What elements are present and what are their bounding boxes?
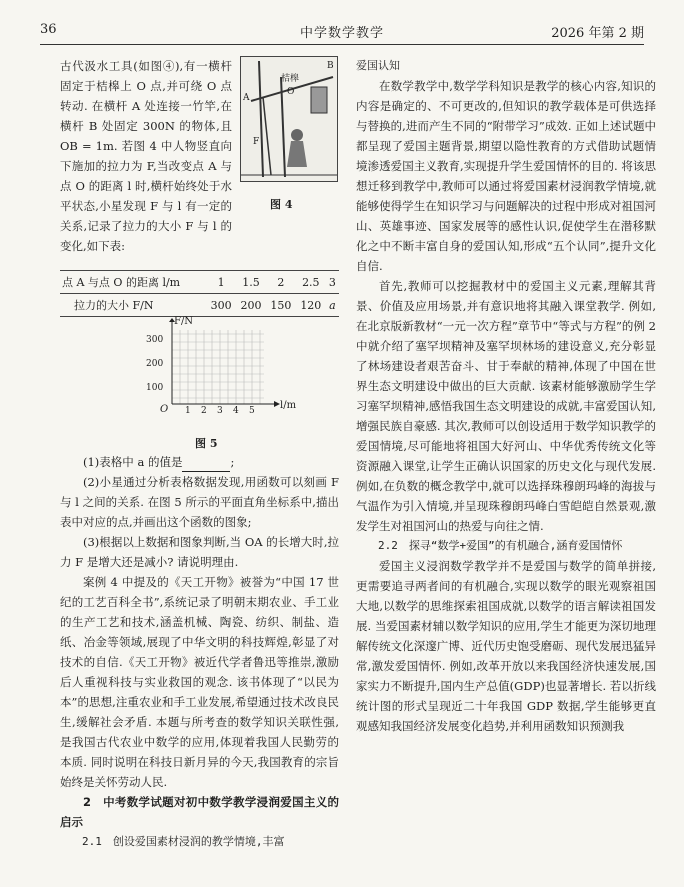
origin-label: O [160,404,169,415]
table-cell: 点 A 与点 O 的距离 l/m [60,271,206,294]
question-3: (3)根据以上数据和图象判断,当 OA 的长增大时,拉力 F 是增大还是减小? 请说明理由. [60,535,339,569]
y-tick-100: 100 [146,383,164,393]
question-2: (2)小星通过分析表格数据发现,用函数可以刻画 F 与 l 之间的关系. 在图 5 所示的平面直角坐标系中,描出表中对应的点,并画出这个函数的图象; [60,475,339,529]
y-tick-200: 200 [146,359,164,369]
x-tick-3: 3 [217,406,223,416]
figure-4-caption: 图 4 [270,198,293,211]
figure-4-illustration [240,56,338,182]
table-cell: 2 [266,271,296,294]
page-number: 36 [40,22,57,37]
header-rule [40,44,644,45]
fig4-label-jiegao: 桔槔 [281,74,300,84]
fig4-label-b: B [327,61,334,71]
x-axis-label: l/m [280,400,297,411]
section-2-heading: 2 中考数学试题对初中数学教学浸润爱国主义的启示 [60,795,339,829]
issue-label: 2026 年第 2 期 [551,26,644,41]
y-tick-300: 300 [146,335,164,345]
subsection-2-2-heading: 2.2 探寻“数学+爱国”的有机融合,涵育爱国情怀 [378,539,623,552]
left-column-lower [60,452,339,852]
table-cell: 2.5 [296,271,326,294]
x-tick-4: 4 [233,406,239,416]
journal-title: 中学数学教学 [299,26,384,41]
x-tick-2: 2 [201,406,207,416]
paragraph: 在数学教学中,数学学科知识是教学的核心内容,知识的内容是确定的、不可更改的,但知识的教学载体是可供选择与替换的,进而产生不同的“附带学习”成效. 正如上述试题中都呈现了爱国主题背景,期望以隐性教育的方式借助试题情境渗透爱国主义教育,实现提升学生爱国情怀的目的. 将该思想迁移到教学中,教师可以通过将爱国素材浸润教学情境,就能够使得学生在知识学习与问题解决的过程中形成对祖国河山、英雄事迹、国家发展等的感性认识,促使学生在潜移默化之中不断丰富自身的爱国认知,形成“五个认同”,提升文化自信. [356,79,656,273]
problem-intro: 古代汲水工具(如图④),有一横杆固定于桔槔上 O 点,并可绕 O 点转动. 在横杆 A 处连接一竹竿,在横杆 B 处固定 300N 的物体,且 OB = 1m. 若图 4 中人物竖直向下施加的拉力为 F,当改变点 A 与点 O 的距离 l 时,横杆始终处于水平状态,小星发现 F 与 l 有一定的关系,记录了拉力的大小 F 与 l 的变化,如下表: [60,59,232,253]
y-axis-label: F/N [174,316,194,327]
fig4-label-f: F [253,137,260,147]
table-cell: 1 [206,271,236,294]
table-cell: 1.5 [236,271,266,294]
right-column [356,56,656,736]
table-row [60,271,339,294]
table-cell: 200 [236,294,266,317]
paragraph: 首先,教师可以挖掘教材中的爱国主义元素,理解其背景、价值及应用场景,并有意识地将其融入课堂教学. 例如,在北京版新教材“一元一次方程”章节中“等式与方程”的例 2 中就介绍了塞罕坝精神及塞罕坝林场的建设意义,充分彰显了林场建设者艰苦奋斗、甘于奉献的精神,体现了中国在世界生态文明建设中做出的巨大贡献. 该素材能够激励学生学习塞罕坝精神,感悟我国生态文明建设的成就,丰富爱国认知,增强民族自豪感. 其次,教师可以创设适用于数学知识教学的爱国情境,尽可能地将祖国大好河山、中华优秀传统文化等资源融入课堂,让学生正确认识国家的历史文化与现代发展. 例如,在负数的概念教学中,就可以选择珠穆朗玛峰的海拔与气温作为引入情境,并呈现珠穆朗玛峰白雪皑皑自然景观,激发学生对祖国河山的热爱与向往之情. [356,279,656,533]
table-row [60,294,339,317]
figure-5-caption: 图 5 [195,437,218,450]
figure-5-grid [140,318,300,434]
table-cell: 3 [326,271,339,294]
data-table [60,270,339,317]
table-cell: 120 [296,294,326,317]
subsection-2-1-heading: 2.1 创设爱国素材浸润的教学情境,丰富 [82,835,285,848]
x-tick-5: 5 [249,406,255,416]
question-1: (1)表格中 a 的值是 ; [60,452,339,472]
table-cell: 拉力的大小 F/N [60,294,206,317]
x-tick-1: 1 [185,406,191,416]
page-header [40,18,644,46]
case-commentary: 案例 4 中提及的《天工开物》被誉为“中国 17 世纪的工艺百科全书”,系统记录了明朝末期农业、手工业的生产工艺和技术,涵盖机械、陶瓷、纺织、制盐、造纸、冶金等领域,展现了中华文明的科技辉煌,彰显了对技术的自信.《天工开物》被近代学者鲁迅等推崇,激励后人重视科技与实业救国的观念. 该书体现了“以民为本”的思想,注重农业和手工业发展,希望通过技术改良民生,缓解社会矛盾. 本题与所考查的数学知识关联性强,是我国古代农业中数学的应用,体现着我国人民勤劳的本质. 同时说明在科技日新月异的今天,我国教育的宗旨始终是关怀劳动人民. [60,575,339,789]
paragraph: 爱国主义浸润数学教学并不是爱国与数学的简单拼接,更需要追寻两者间的有机融合,实现以数学的眼光观察祖国大地,以数学的思维探索祖国成就,以数学的语言解读祖国发展. 当爱国素材辅以数学知识的应用,学生才能更为深切地理解传统文化深邃广博、近代历史饱受磨砺、现代发展迅猛异常,激发爱国情怀. 例如,改革开放以来我国经济快速发展,国家实力不断提升,国内生产总值(GDP)也显著增长. 若以折线统计图的形式呈现近二十年我国 GDP 数据,学生能够更直观感知我国经济发展变化趋势,并利用函数知识预测我 [356,559,656,733]
answer-blank [182,459,230,472]
table-cell: a [326,294,339,317]
fig4-label-a: A [243,93,250,103]
table-cell: 150 [266,294,296,317]
subsection-2-1-continued: 爱国认知 [356,59,400,72]
fig4-label-o: O [287,87,295,97]
table-cell: 300 [206,294,236,317]
